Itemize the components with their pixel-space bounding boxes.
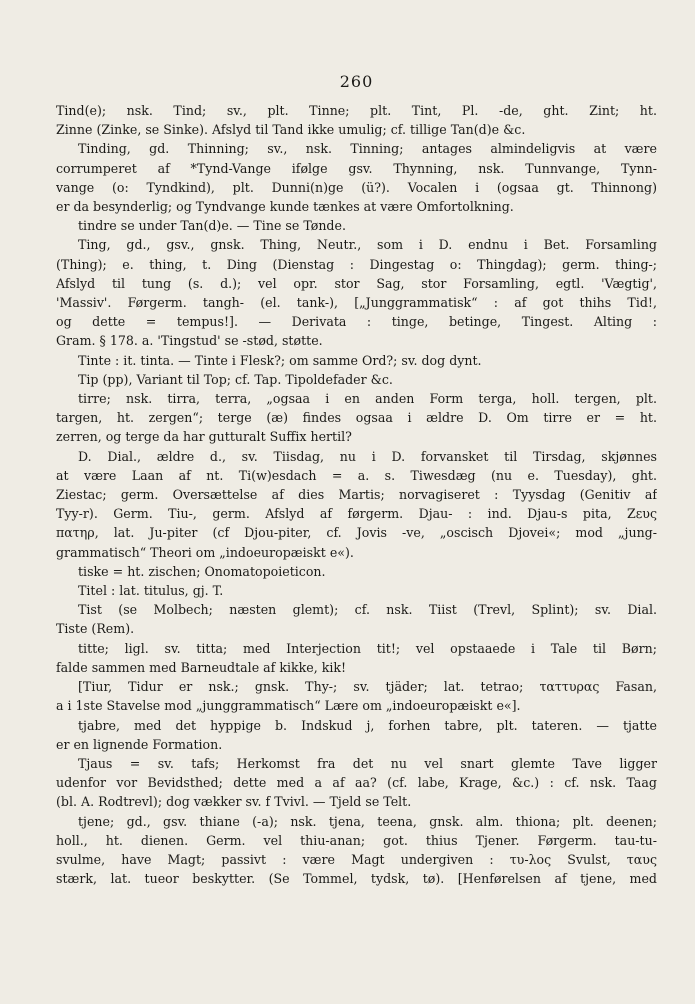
page-number: 260 [339, 72, 374, 91]
text-line: er da besynderlig; og Tyndvange kunde tænkes at være Omfortolkning. [56, 199, 514, 215]
text-line: Tinding, gd. Thinning; sv., nsk. Tinning; antages almindeligvis at være [78, 141, 657, 157]
text-line: Tip (pp), Variant til Top; cf. Tap. Tipoldefader &c. [78, 371, 393, 387]
text-line: Tind(e); nsk. Tind; sv., plt. Tinne; plt. Tint, Pl. -de, ght. Zint; ht. [56, 103, 657, 118]
text-line: falde sammen med Barneudtale af kikke, kik! [56, 659, 347, 675]
text-line: πατηρ, lat. Ju-piter (cf Djou-piter, cf. Jovis -ve, „oscisch Djovei«; mod „jung- [56, 525, 657, 541]
text-line: tjabre, med det hyppige b. Indskud j, forhen tabre, plt. tateren. — tjatte [78, 717, 657, 733]
text-line: targen, ht. zergen“; terge (æ) findes ogsaa i ældre D. Om tirre er = ht. [56, 410, 657, 426]
text-line: Titel : lat. titulus, gj. T. [78, 583, 224, 599]
text-line: at være Laan af nt. Ti(w)esdach = a. s. Tiwesdæg (nu e. Tuesday), ght. [56, 467, 657, 483]
text-line: stærk, lat. tueor beskytter. (Se Tommel, tydsk, tø). [Henførelsen af tjene, med [56, 871, 657, 887]
text-line: Ting, gd., gsv., gnsk. Thing, Neutr., som i D. endnu i Bet. Forsamling [78, 237, 657, 253]
text-line: holl., ht. dienen. Germ. vel thiu-anan; got. thius Tjener. Førgerm. tau-tu- [56, 832, 657, 848]
text-line: tirre; nsk. tirra, terra, „ogsaa i en anden Form terga, holl. tergen, plt. [78, 391, 657, 407]
text-line: zerren, og terge da har gutturalt Suffix hertil? [56, 429, 352, 445]
text-line: titte; ligl. sv. titta; med Interjection tit!; vel opstaaede i Tale til Børn; [78, 640, 657, 656]
text-line: Gram. § 178. a. 'Tingstud' se -stød, støtte. [56, 333, 323, 349]
text-line: [Tiur, Tidur er nsk.; gnsk. Thy-; sv. tjäder; lat. tetrao; ταττυρας Fasan, [78, 679, 657, 695]
text-line: er en lignende Formation. [56, 736, 223, 752]
text-line: a i 1ste Stavelse mod „junggrammatisch“ Lære om „indoeuropæiskt e«]. [56, 698, 521, 714]
text-line: Zinne (Zinke, se Sinke). Afslyd til Tand ikke umulig; cf. tillige Tan(d)e &c. [56, 122, 526, 138]
text-line: corrumperet af *Tynd-Vange ifølge gsv. Thynning, nsk. Tunnvange, Tynn- [56, 160, 657, 176]
text-line: Tinte : it. tinta. — Tinte i Flesk?; om samme Ord?; sv. dog dynt. [78, 352, 482, 368]
text-line: Tjaus = sv. tafs; Herkomst fra det nu vel snart glemte Tave ligger [78, 755, 657, 771]
text-line: grammatisch“ Theori om „indoeuropæiskt e«). [56, 544, 354, 560]
text-line: tindre se under Tan(d)e. — Tine se Tønde. [78, 218, 346, 234]
text-line: Tist (se Molbech; næsten glemt); cf. nsk. Tiist (Trevl, Splint); sv. Dial. [78, 602, 657, 618]
text-line: (bl. A. Rodtrevl); dog vækker sv. f Tvivl. — Tjeld se Telt. [56, 794, 412, 810]
text-line: vange (o: Tyndkind), plt. Dunni(n)ge (ü?). Vocalen i (ogsaa gt. Thinnong) [56, 179, 657, 195]
dictionary-text [56, 101, 657, 888]
text-line: og dette = tempus!]. — Derivata : tinge, betinge, Tingest. Alting : [56, 314, 657, 330]
text-line: tiske = ht. zischen; Onomatopoieticon. [78, 563, 326, 579]
text-line: (Thing); e. thing, t. Ding (Dienstag : Dingestag o: Thingdag); germ. thing-; [56, 256, 657, 272]
text-line: Tyy-r). Germ. Tiu-, germ. Afslyd af førgerm. Djau- : ind. Djau-s pita, Ζευς [56, 506, 657, 522]
text-line: Ziestac; germ. Oversættelse af dies Martis; norvagiseret : Tyysdag (Genitiv af [56, 487, 657, 503]
text-line: udenfor vor Bevidsthed; dette med a af aa? (cf. labe, Krage, &c.) : cf. nsk. Taag [56, 775, 657, 791]
text-line: D. Dial., ældre d., sv. Tiisdag, nu i D. forvansket til Tirsdag, skjønnes [78, 448, 657, 464]
text-line: 'Massiv'. Førgerm. tangh- (el. tank-), [„Junggrammatisk“ : af got thihs Tid!, [56, 295, 657, 311]
text-line: Tiste (Rem). [56, 621, 135, 637]
text-line: tjene; gd., gsv. thiane (-a); nsk. tjena, teena, gnsk. alm. thiona; plt. deenen; [78, 813, 657, 829]
text-line: Afslyd til tung (s. d.); vel opr. stor Sag, stor Forsamling, egtl. 'Vægtig', [56, 275, 657, 291]
text-line: svulme, have Magt; passivt : være Magt undergiven : τυ-λος Svulst, ταυς [56, 851, 657, 867]
